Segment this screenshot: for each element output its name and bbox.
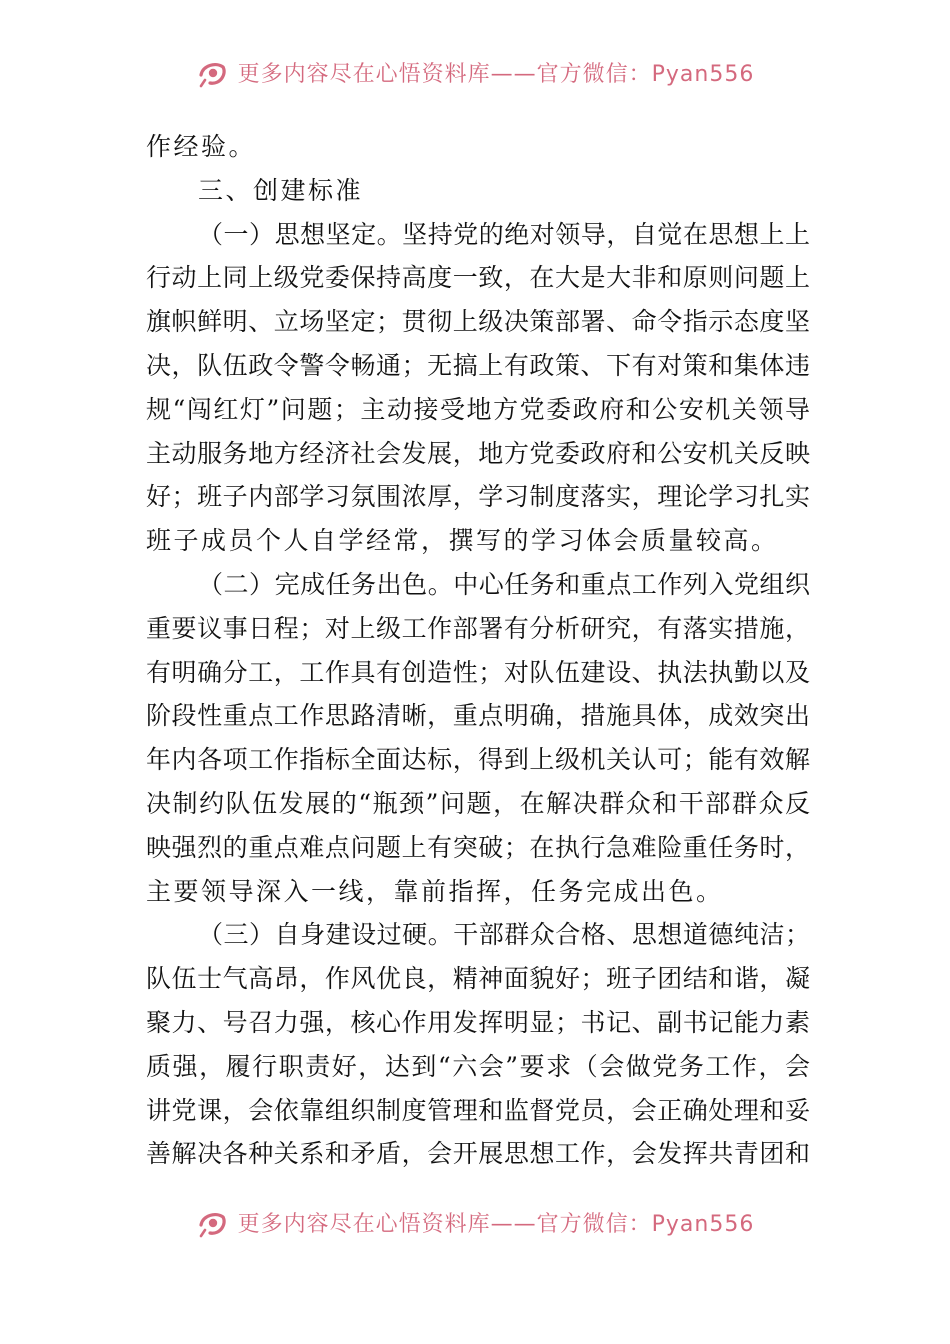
text-line: 主动服务地方经济社会发展，地方党委政府和公安机关反映 — [146, 438, 810, 468]
text-line: 决制约队伍发展的“瓶颈”问题，在解决群众和干部群众反 — [146, 788, 810, 818]
text-line: 重要议事日程；对上级工作部署有分析研究，有落实措施， — [146, 613, 810, 643]
text-line: 行动上同上级党委保持高度一致，在大是大非和原则问题上 — [146, 263, 810, 293]
text-line: 规“闯红灯”问题；主动接受地方党委政府和公安机关领导 — [146, 394, 810, 424]
text-line: （三）自身建设过硬。干部群众合格、思想道德纯洁； — [198, 920, 810, 950]
text-line: 质强，履行职责好，达到“六会”要求（会做党务工作，会 — [146, 1051, 810, 1081]
section-heading: 三、创建标准 — [198, 175, 364, 205]
text-line: 队伍士气高昂，作风优良，精神面貌好；班子团结和谐，凝 — [146, 964, 810, 994]
text-line: 主要领导深入一线，靠前指挥，任务完成出色。 — [146, 876, 724, 906]
text-line: 讲党课，会依靠组织制度管理和监督党员，会正确处理和妥 — [146, 1095, 810, 1125]
watermark-logo-icon — [196, 54, 232, 90]
watermark-text: 更多内容尽在心悟资料库——官方微信：Pyan556 — [237, 61, 755, 87]
text-line: 决，队伍政令警令畅通；无搞上有政策、下有对策和集体违 — [146, 350, 810, 380]
text-line: 旗帜鲜明、立场坚定；贯彻上级决策部署、命令指示态度坚 — [146, 307, 810, 337]
text-line: 作经验。 — [146, 132, 257, 161]
text-line: 有明确分工，工作具有创造性；对队伍建设、执法执勤以及 — [146, 657, 810, 687]
text-line: 善解决各种关系和矛盾，会开展思想工作，会发挥共青团和 — [146, 1139, 810, 1169]
text-line: 好；班子内部学习氛围浓厚，学习制度落实，理论学习扎实 — [146, 482, 810, 512]
text-line: （二）完成任务出色。中心任务和重点工作列入党组织 — [198, 569, 810, 599]
text-line: 年内各项工作指标全面达标，得到上级机关认可；能有效解 — [146, 745, 810, 775]
watermark-text: 更多内容尽在心悟资料库——官方微信：Pyan556 — [237, 1211, 755, 1237]
text-line: （一）思想坚定。坚持党的绝对领导，自觉在思想上上 — [198, 219, 810, 249]
text-line: 聚力、号召力强，核心作用发挥明显；书记、副书记能力素 — [146, 1007, 810, 1037]
text-line: 映强烈的重点难点问题上有突破；在执行急难险重任务时， — [146, 832, 810, 862]
watermark-logo-icon — [196, 1204, 232, 1240]
watermark-banner-top — [0, 50, 950, 94]
text-line: 班子成员个人自学经常，撰写的学习体会质量较高。 — [146, 526, 779, 556]
text-line: 阶段性重点工作思路清晰，重点明确，措施具体，成效突出 — [146, 701, 810, 731]
watermark-banner-bottom — [0, 1200, 950, 1244]
document-body — [146, 125, 810, 1176]
